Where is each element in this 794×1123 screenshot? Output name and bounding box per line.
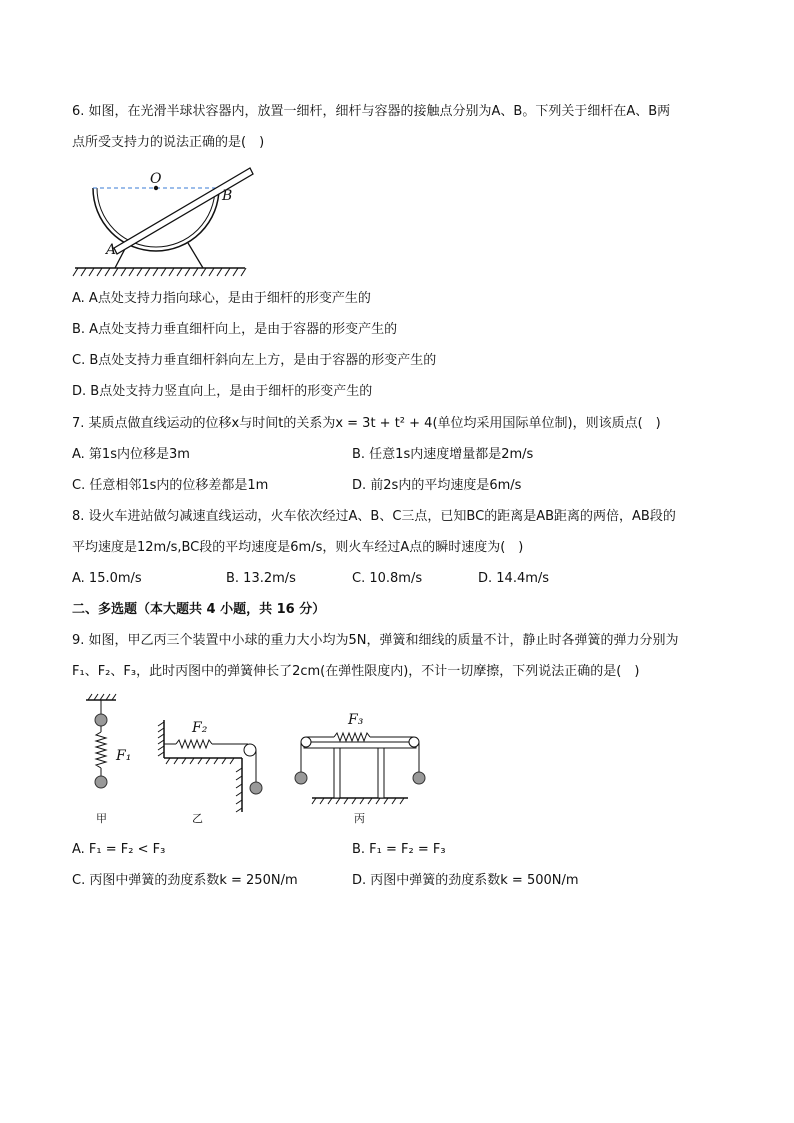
section-heading-multiple-choice: 二、多选题（本大题共 4 小题，共 16 分） [72, 602, 326, 617]
q6-label-b: B [222, 188, 233, 204]
q9-label-f2: F₂ [192, 720, 208, 736]
q9-label-f1: F₁ [116, 748, 132, 764]
q8-option-a[interactable]: A. 15.0m/s [72, 571, 142, 586]
figure-yi [158, 720, 262, 825]
q6-stem-line2: 点所受支持力的说法正确的是( ) [72, 135, 265, 150]
q9-caption-yi: 乙 [192, 812, 203, 825]
q6-option-d[interactable]: D. B点处支持力竖直向上，是由于细杆的形变产生的 [72, 384, 373, 399]
q7-option-a[interactable]: A. 第1s内位移是3m [72, 447, 190, 462]
q6-label-a: A [106, 242, 117, 258]
q9-option-b[interactable]: B. F₁ = F₂ = F₃ [352, 842, 446, 857]
figure-bing [295, 712, 425, 825]
q9-figure-spring-devices [72, 692, 442, 832]
q6-option-c[interactable]: C. B点处支持力垂直细杆斜向左上方，是由于容器的形变产生的 [72, 353, 437, 368]
q8-stem-line1: 8. 设火车进站做匀减速直线运动，火车依次经过A、B、C三点，已知BC的距离是AB距离的两倍，AB段的 [72, 509, 676, 524]
q8-option-c[interactable]: C. 10.8m/s [352, 571, 423, 586]
q8-stem-line2: 平均速度是12m/s,BC段的平均速度是6m/s，则火车经过A点的瞬时速度为( ) [72, 540, 524, 555]
q6-option-a[interactable]: A. A点处支持力指向球心，是由于细杆的形变产生的 [72, 291, 371, 306]
figure-jia [86, 694, 131, 825]
q6-stem-line1: 6. 如图，在光滑半球状容器内，放置一细杆，细杆与容器的接触点分别为A、B。下列关于细杆在A、B两 [72, 104, 671, 119]
q7-option-c[interactable]: C. 任意相邻1s内的位移差都是1m [72, 478, 269, 493]
q7-option-b[interactable]: B. 任意1s内速度增量都是2m/s [352, 447, 534, 462]
q6-label-o: O [150, 171, 162, 187]
q8-option-d[interactable]: D. 14.4m/s [478, 571, 550, 586]
q7-stem: 7. 某质点做直线运动的位移x与时间t的关系为x = 3t + t² + 4(单位均采用国际单位制)，则该质点( ) [72, 416, 661, 431]
q6-option-b[interactable]: B. A点处支持力垂直细杆向上，是由于容器的形变产生的 [72, 322, 398, 337]
q6-figure-hemisphere [70, 168, 260, 283]
q9-stem-line2: F₁、F₂、F₃，此时丙图中的弹簧伸长了2cm(在弹性限度内)，不计一切摩擦，下列说法正确的是( ) [72, 664, 640, 679]
q9-option-a[interactable]: A. F₁ = F₂ < F₃ [72, 842, 166, 857]
q7-option-d[interactable]: D. 前2s内的平均速度是6m/s [352, 478, 522, 493]
q9-stem-line1: 9. 如图，甲乙丙三个装置中小球的重力大小均为5N，弹簧和细线的质量不计，静止时各弹簧的弹力分别为 [72, 633, 679, 648]
q9-label-f3: F₃ [348, 712, 364, 728]
q8-option-b[interactable]: B. 13.2m/s [226, 571, 296, 586]
q9-option-c[interactable]: C. 丙图中弹簧的劲度系数k = 250N/m [72, 873, 298, 888]
q9-caption-jia: 甲 [96, 812, 107, 825]
q9-option-d[interactable]: D. 丙图中弹簧的劲度系数k = 500N/m [352, 873, 579, 888]
q9-caption-bing: 丙 [354, 812, 365, 825]
